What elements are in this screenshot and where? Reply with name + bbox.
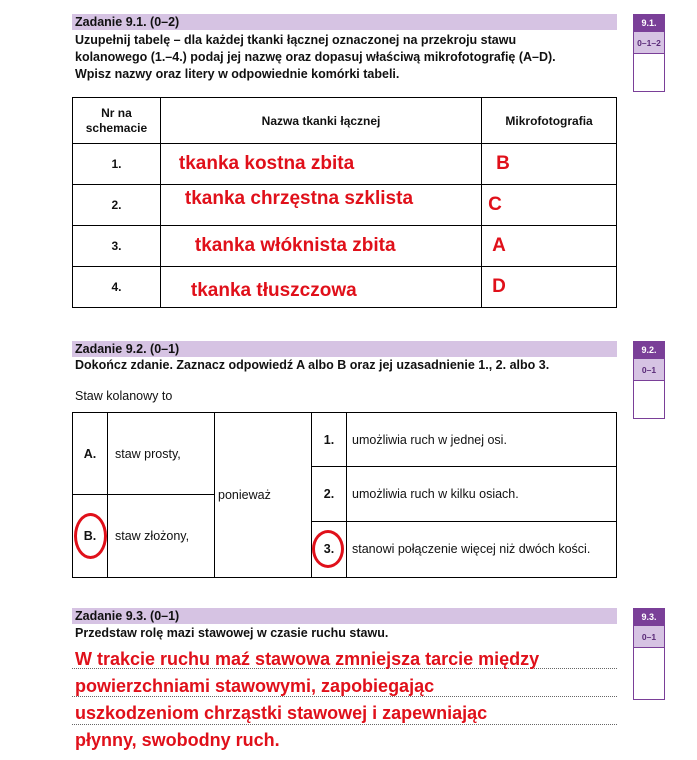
reason-3-text: stanowi połączenie więcej niż dwóch kości. (352, 542, 591, 556)
answer-name-cell[interactable]: tkanka kostna zbita (160, 144, 481, 185)
selection-circle-b (74, 513, 107, 559)
answer-photo-cell[interactable]: B (482, 144, 617, 185)
table-row: 4. tkanka tłuszczowa D (73, 267, 617, 308)
task-9-1-instruction: Uzupełnij tabelę – dla każdej tkanki łącznej oznaczonej na przekroju stawu kolanowego (1.–4.) podaj jej nazwę oraz dopasuj właściwą mikrofotografię (A–D). Wpisz nazwy oraz litery w odpowiednie komórki tabeli. (75, 33, 556, 81)
answer-name-cell[interactable]: tkanka włóknista zbita (160, 226, 481, 267)
score-field[interactable] (634, 53, 664, 91)
option-b-text: staw złożony, (108, 495, 215, 577)
option-b-letter[interactable]: B. (73, 495, 108, 577)
selection-circle-3 (312, 530, 344, 568)
option-a-letter[interactable]: A. (73, 413, 108, 495)
answer-photo-cell[interactable]: C (482, 185, 617, 226)
reason-2-text: umożliwia ruch w kilku osiach. (347, 467, 616, 522)
reason-2-number[interactable]: 2. (312, 467, 347, 522)
task-9-2-title: Zadanie 9.2. (0–1) (72, 341, 617, 357)
score-field[interactable] (634, 647, 664, 699)
task-9-3-title: Zadanie 9.3. (0–1) (72, 608, 617, 624)
reason-3-number[interactable]: 3. (312, 522, 347, 577)
score-field[interactable] (634, 380, 664, 418)
answer-photo-cell[interactable]: D (482, 267, 617, 308)
task-9-1-title: Zadanie 9.1. (0–2) (72, 14, 617, 30)
header-photo: Mikrofotografia (482, 98, 617, 144)
table-row: 1. tkanka kostna zbita B (73, 144, 617, 185)
connector-text: ponieważ (215, 413, 312, 577)
answer-text-area[interactable]: W trakcie ruchu maź stawowa zmniejsza tarcie między powierzchniami stawowymi, zapobiegając uszkodzeniom chrząstki stawowej i zapewniając płynny, swobodny ruch. (75, 649, 540, 750)
table-row: 2. tkanka chrzęstna szklista C (73, 185, 617, 226)
answer-name-cell[interactable]: tkanka tłuszczowa (160, 267, 481, 308)
reason-1-text: umożliwia ruch w jednej osi. (347, 413, 616, 467)
score-box-9-3: 9.3. 0–1 (633, 608, 665, 700)
tissue-table (72, 97, 617, 308)
answer-photo-cell[interactable]: A (482, 226, 617, 267)
table-row: 3. tkanka włóknista zbita A (73, 226, 617, 267)
task-9-2-instruction: Dokończ zdanie. Zaznacz odpowiedź A albo B oraz jej uzasadnienie 1., 2. albo 3. (75, 358, 550, 372)
score-box-9-2: 9.2. 0–1 (633, 341, 665, 419)
choice-grid (72, 412, 617, 578)
stem-text: Staw kolanowy to (75, 389, 173, 403)
header-name: Nazwa tkanki łącznej (160, 98, 481, 144)
header-nr: Nr na schemacie (73, 98, 161, 144)
score-box-9-1: 9.1. 0–1–2 (633, 14, 665, 92)
option-a-text: staw prosty, (108, 413, 215, 495)
reason-1-number[interactable]: 1. (312, 413, 347, 467)
task-9-3-instruction: Przedstaw rolę mazi stawowej w czasie ruchu stawu. (75, 626, 389, 640)
answer-name-cell[interactable]: tkanka chrzęstna szklista (160, 185, 481, 226)
